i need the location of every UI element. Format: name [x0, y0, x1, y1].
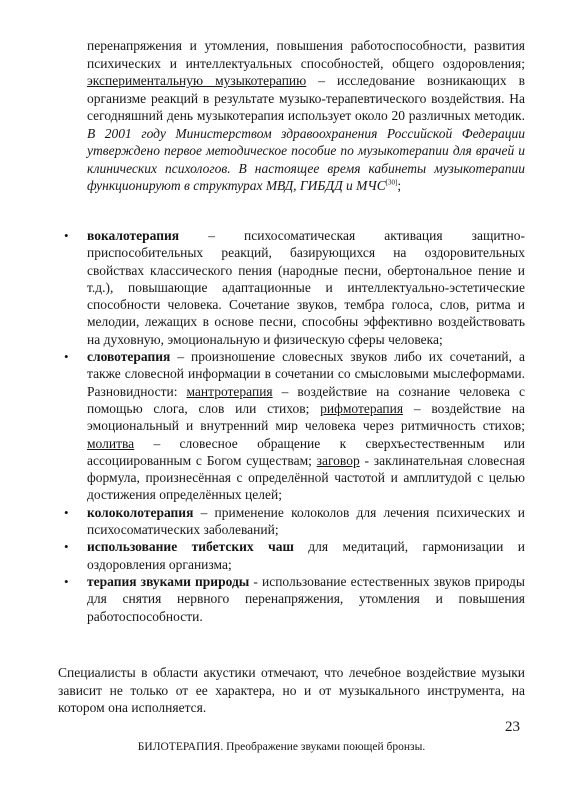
list-item-text: – воздействие на эмоциональный и внутренний мир человека через ритмичность стихов;: [87, 400, 526, 434]
closing-paragraph: Специалисты в области акустики отмечают, что лечебное воздействие музыки зависит не только от ее характера, но и от музыкального инструмента, на котором она исполняется.: [58, 665, 525, 715]
list-item-term: вокалотерапия: [87, 228, 180, 243]
intro-reference: [30]: [385, 178, 398, 187]
subterm-mantra-therapy: мантротерапия: [186, 383, 273, 399]
bullet-icon: •: [64, 349, 69, 365]
list-item-text: – применение колоколов для лечения психических и психосоматических заболеваний;: [87, 504, 525, 538]
subterm-rhyme-therapy: рифмотерапия: [320, 400, 404, 416]
intro-paragraph: [87, 37, 525, 195]
list-item-term: колоколотерапия: [87, 504, 194, 520]
bullet-icon: •: [64, 573, 69, 589]
list-item-vocal-therapy: [64, 227, 525, 348]
bullet-icon: •: [64, 504, 69, 520]
list-item-text: – словесное обращение к сверхъестественным или ассоциированным с Богом существам;: [87, 435, 525, 468]
list-item-bell-therapy: [64, 504, 525, 539]
intro-text-1: перенапряжения и утомления, повышения работоспособности, развития психических и интеллектуальных способностей, общего оздоровления;: [87, 38, 525, 71]
intro-italic-note: В 2001 году Министерством здравоохранения Российской Федерации утверждено первое методическое пособие по музыкотерапии для врачей и клинических психологов. В настоящее время кабинеты музыкотерапии функционируют в структурах МВД, ГИБДД и МЧС: [87, 125, 525, 193]
subterm-prayer: молитва: [87, 435, 135, 451]
intro-term-experimental-music-therapy: экспериментальную музыкотерапию: [87, 73, 307, 88]
list-item-text: - использование естественных звуков природы для снятия нервного перенапряжения, утомления и повышения работоспособности.: [87, 573, 525, 624]
list-item-term: использование тибетских чаш: [87, 539, 294, 555]
list-item-word-therapy: [64, 348, 526, 504]
list-item-text: - заклинательная словесная формула, произнесённая с определённой частотой и амплитудой с целью достижения определённых целей;: [87, 452, 525, 503]
list-item-nature-sounds: [64, 573, 525, 625]
list-item-term: терапия звуками природы: [87, 573, 250, 589]
intro-text-2: – исследование возникающих в организме реакций в результате музыко-терапевтического воздействия. На сегодняшний день музыкотерапия использует около 20 различных методик.: [87, 73, 525, 123]
therapy-list: [64, 227, 526, 625]
list-item-tibetan-bowls: [64, 538, 525, 573]
list-item-text: – произношение словесных звуков либо их сочетаний, а также словесной информации в сочетании со смысловыми мыслеформами. Разновидности:: [87, 349, 525, 399]
intro-end: ;: [397, 178, 402, 193]
list-item-text: – психосоматическая активация защитно-приспособительных реакций, базирующихся на оздоровительных свойствах классического пения (народные песни, обертональное пение и т.д.), повышающие адаптационные и интеллектуально-эстетические способности человека. Сочетание звуков, тембра голоса, слов, ритма и мелодии, лежащих в основе песни, способны эффективно воздействовать на духовную, эмоциональную и физическую сферы человека;: [87, 228, 525, 347]
list-item-text: для медитаций, гармонизации и оздоровления организма;: [87, 539, 525, 572]
list-item-term: словотерапия: [87, 349, 171, 365]
list-item-text: – воздействие на сознание человека с помощью слога, слов или стихов;: [87, 383, 526, 416]
bullet-icon: •: [64, 228, 69, 243]
bullet-icon: •: [64, 539, 69, 555]
subterm-incantation: заговор: [316, 452, 360, 468]
page-number: 23: [505, 719, 520, 735]
page-footer: БИЛОТЕРАПИЯ. Преображение звуками поющей бронзы.: [137, 741, 426, 753]
